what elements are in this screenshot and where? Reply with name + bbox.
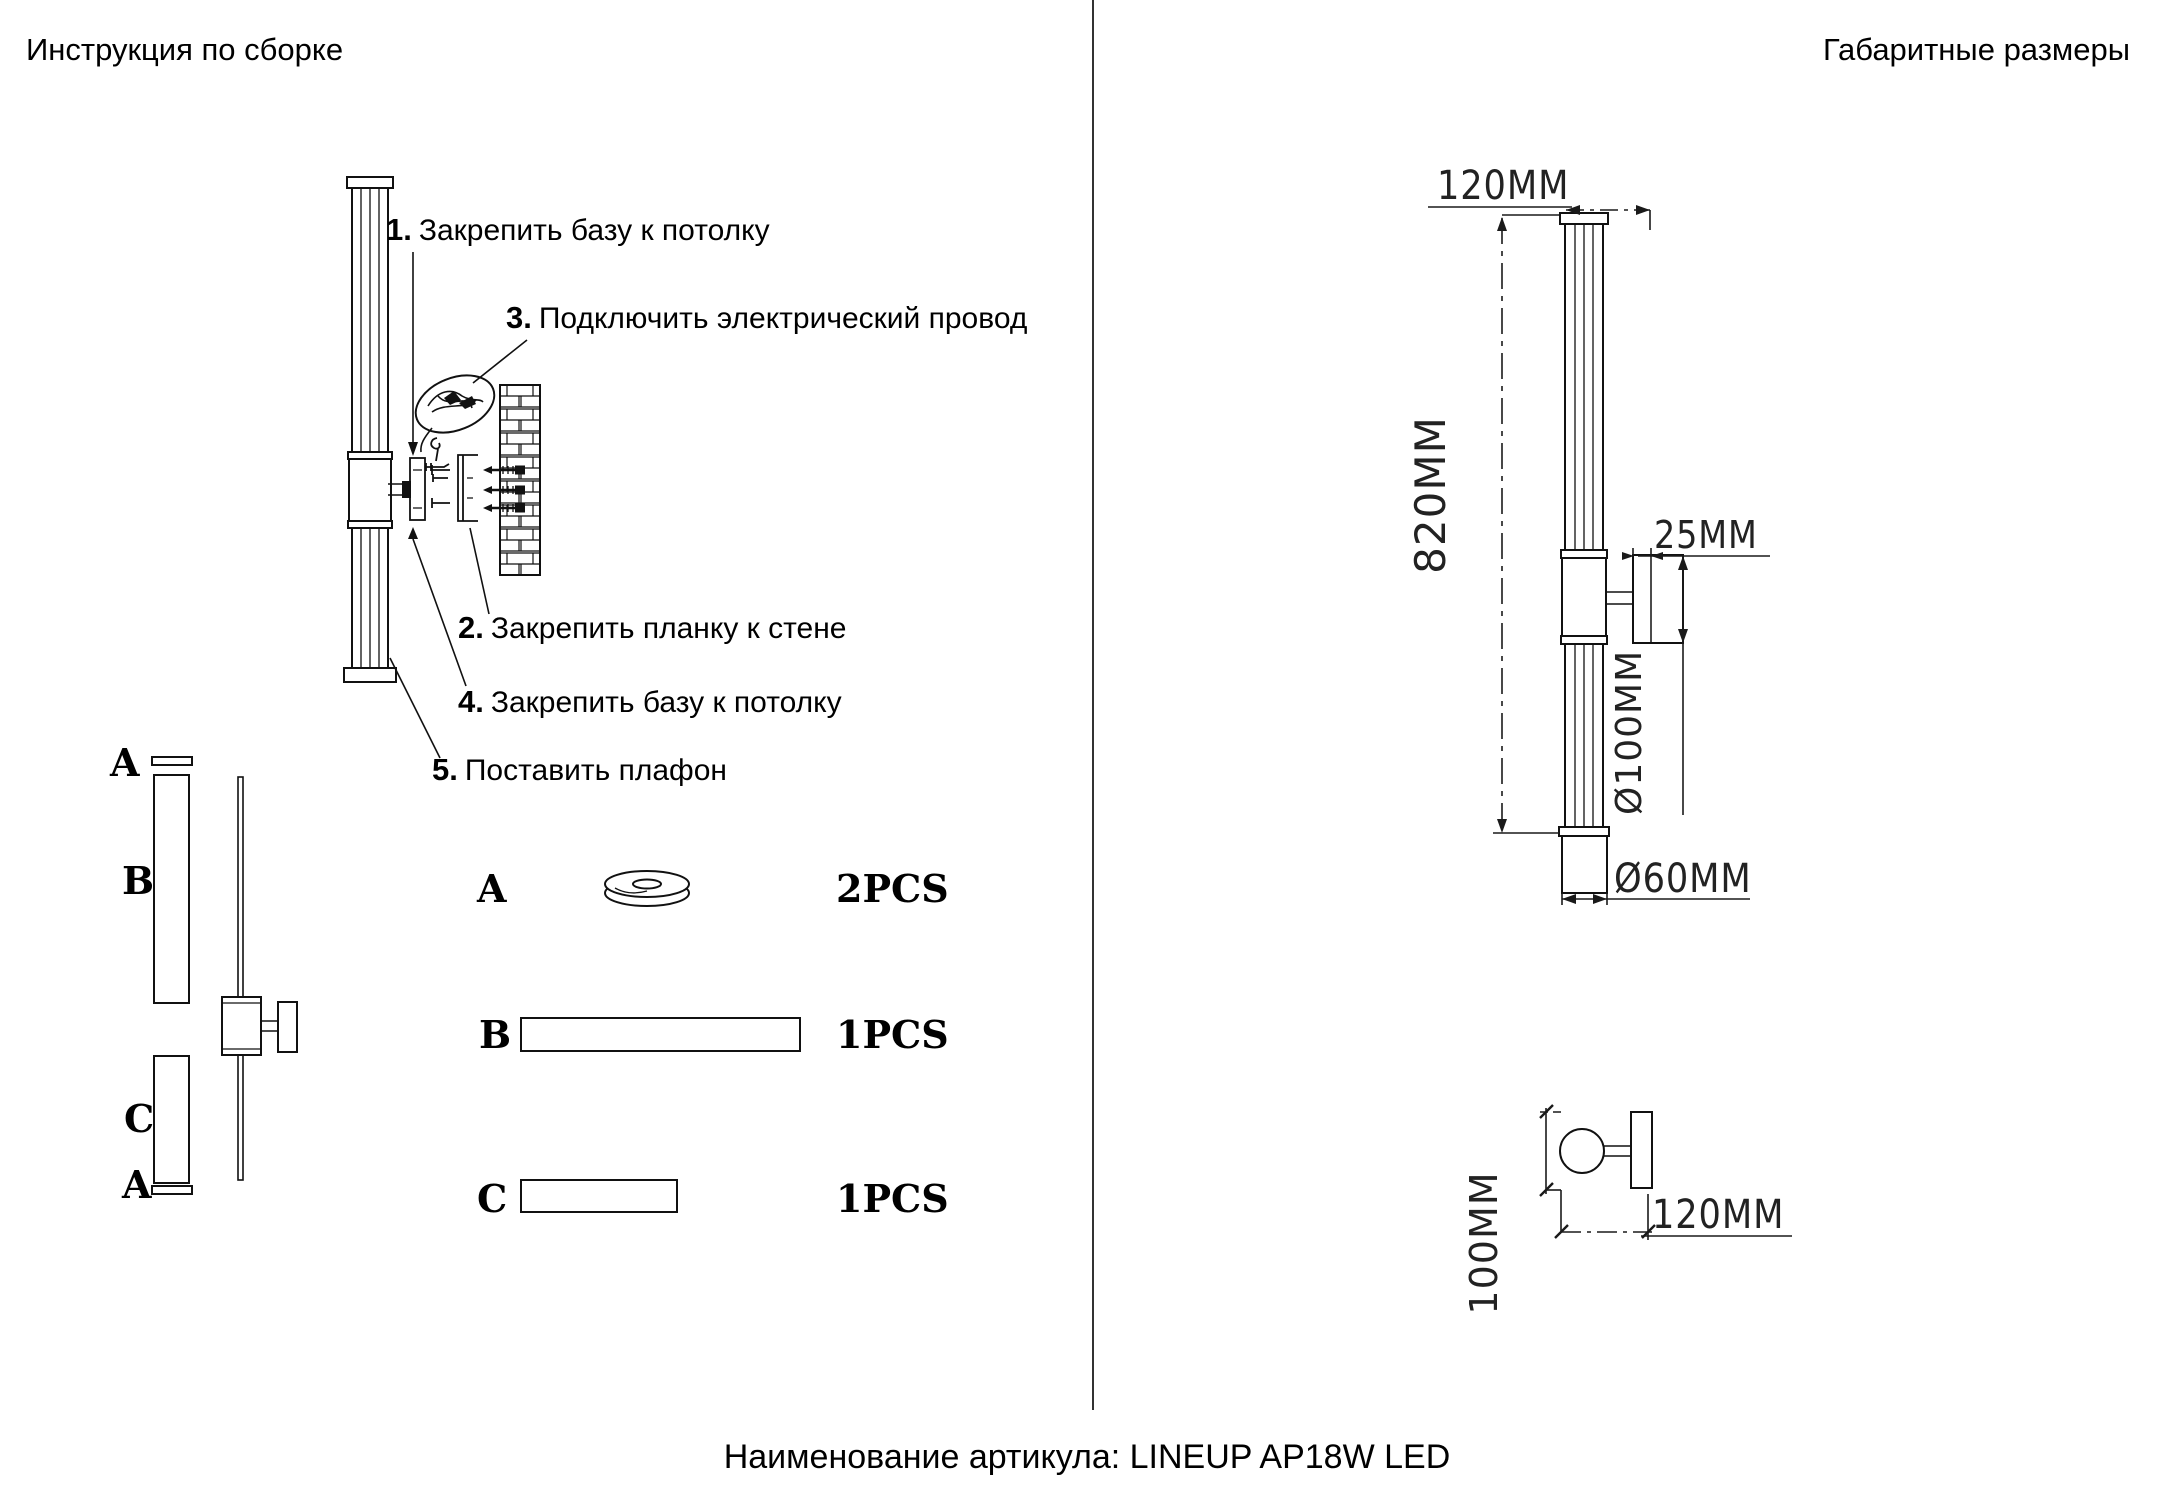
part-c-label: C bbox=[477, 1176, 508, 1221]
dim-topview-width: 120MM bbox=[1652, 1192, 1785, 1238]
exploded-parts-drawing bbox=[152, 757, 297, 1194]
step-1 bbox=[386, 212, 770, 248]
step-3-text: Подключить электрический провод bbox=[538, 302, 1028, 335]
step-2 bbox=[458, 610, 846, 646]
step-3 bbox=[506, 300, 1027, 336]
part-a-qty: 2PCS bbox=[836, 866, 949, 911]
step-2-text: Закрепить планку к стене bbox=[490, 612, 847, 645]
exploded-label-a-top: A bbox=[110, 740, 140, 785]
right-panel-title: Габаритные размеры bbox=[1822, 32, 2130, 67]
part-b-qty: 1PCS bbox=[836, 1012, 949, 1057]
dim-bracket-depth: 25MM bbox=[1654, 513, 1758, 557]
dim-base-diameter: Ø60MM bbox=[1614, 856, 1752, 902]
exploded-label-b: B bbox=[122, 858, 155, 903]
step-5 bbox=[432, 752, 727, 788]
step-5-text: Поставить плафон bbox=[464, 754, 727, 787]
step-1-number: 1. bbox=[386, 212, 412, 247]
part-b-label: B bbox=[479, 1012, 512, 1057]
part-c-short-tube-icon bbox=[521, 1180, 677, 1212]
article-name-label: Наименование артикула: LINEUP AP18W LED bbox=[723, 1438, 1451, 1476]
dim-bracket-diameter: Ø100MM bbox=[1609, 649, 1650, 815]
step-4-text: Закрепить базу к потолку bbox=[490, 686, 842, 719]
step-2-number: 2. bbox=[458, 610, 484, 645]
part-c-qty: 1PCS bbox=[836, 1176, 949, 1221]
dim-front-height: 820MM bbox=[1406, 416, 1455, 574]
dim-topview-height: 100MM bbox=[1462, 1171, 1506, 1315]
step-4 bbox=[458, 684, 842, 720]
exploded-label-c: C bbox=[124, 1096, 155, 1141]
part-a-label: A bbox=[477, 866, 507, 911]
step-3-number: 3. bbox=[506, 300, 532, 335]
top-view-dimension-drawing bbox=[1560, 1112, 1652, 1188]
part-b-long-tube-icon bbox=[521, 1018, 800, 1051]
brick-wall bbox=[500, 385, 540, 575]
left-panel-title: Инструкция по сборке bbox=[26, 32, 344, 67]
wire-balloon-detail bbox=[407, 365, 503, 482]
step-4-number: 4. bbox=[458, 684, 484, 719]
dim-front-width: 120MM bbox=[1437, 163, 1570, 209]
exploded-label-a-bottom: A bbox=[122, 1162, 152, 1207]
part-a-ring-cap-icon bbox=[605, 871, 689, 906]
step-1-text: Закрепить базу к потолку bbox=[418, 214, 770, 247]
step-5-number: 5. bbox=[432, 752, 458, 787]
